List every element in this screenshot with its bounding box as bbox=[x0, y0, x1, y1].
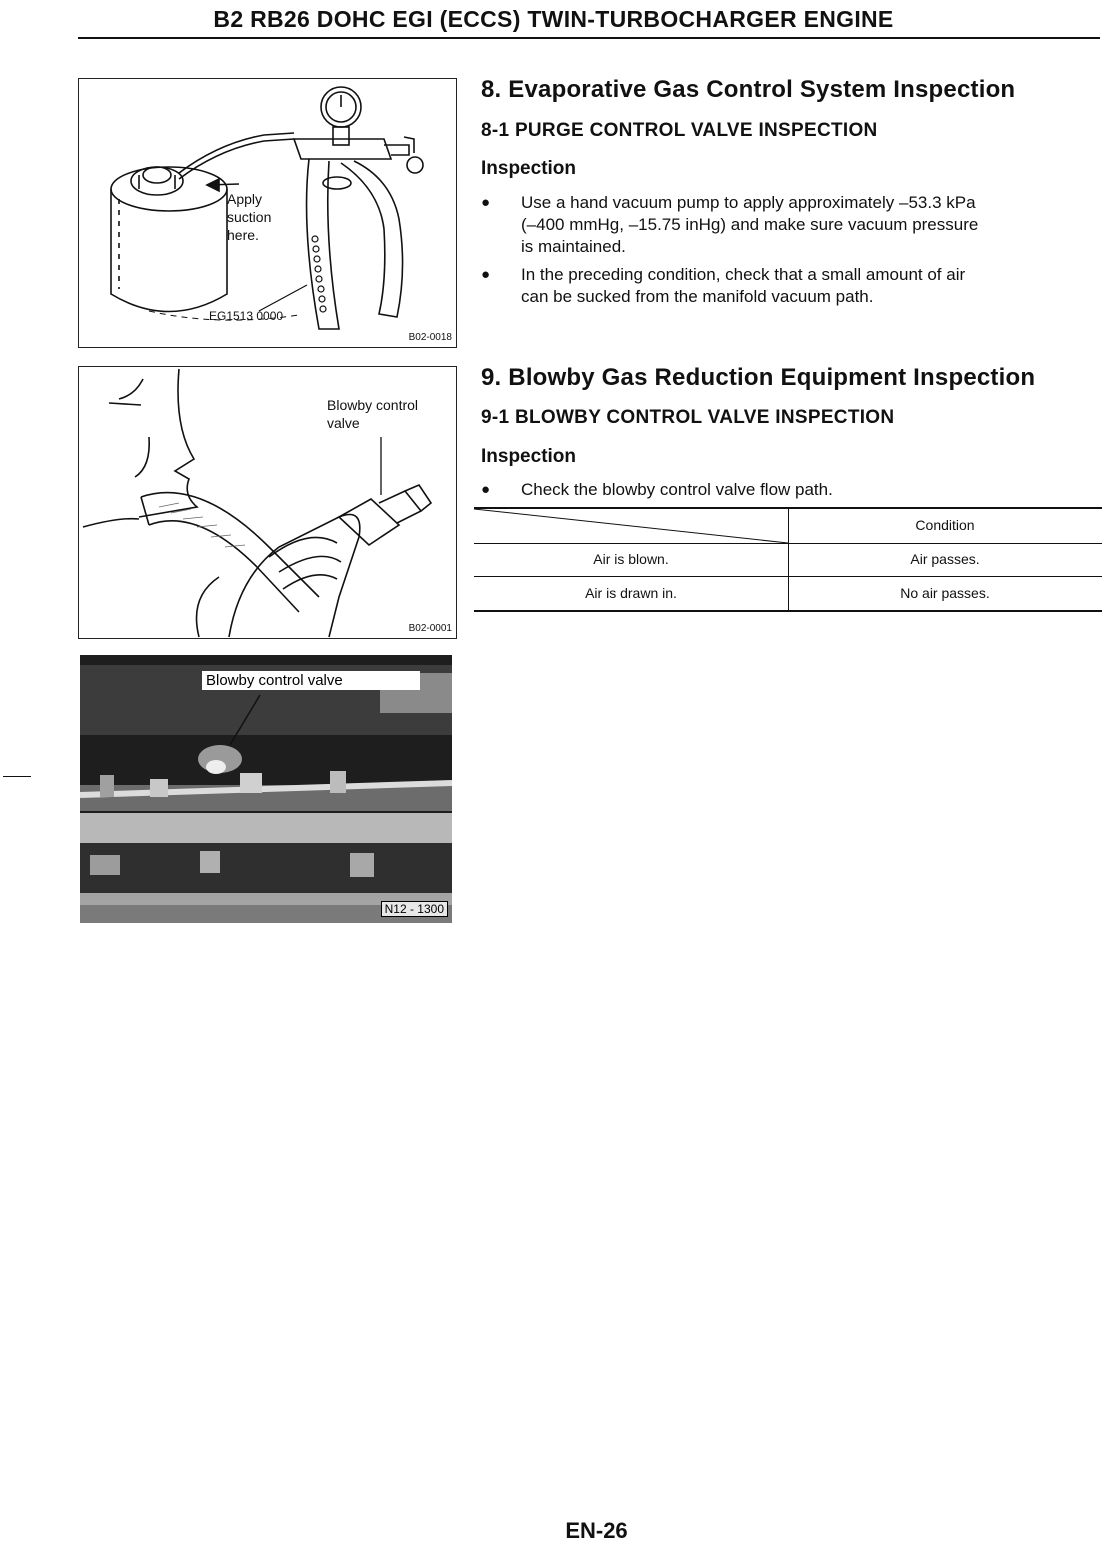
section-9-1-subtitle: 9-1 BLOWBY CONTROL VALVE INSPECTION bbox=[481, 407, 895, 428]
section-8-inspection-heading: Inspection bbox=[481, 158, 577, 179]
figure-code: B02-0001 bbox=[408, 623, 452, 634]
section-8-title: 8. Evaporative Gas Control System Inspection bbox=[481, 76, 1016, 103]
apply-suction-label-line3: here. bbox=[227, 227, 259, 243]
table-bottom-rule bbox=[474, 610, 1102, 612]
table-row-1-action: Air is blown. bbox=[593, 551, 669, 567]
table-row-2-action: Air is drawn in. bbox=[585, 585, 677, 601]
section-8-bullet-2 bbox=[481, 264, 1107, 308]
figure-vacuum-pump bbox=[78, 78, 457, 348]
page-number: EN-26 bbox=[565, 1518, 628, 1543]
table-row-rule bbox=[474, 576, 1102, 577]
photo-engine-blowby-valve bbox=[80, 655, 452, 923]
apply-suction-label-line2: suction bbox=[227, 209, 272, 225]
section-8-1-subtitle: 8-1 PURGE CONTROL VALVE INSPECTION bbox=[481, 120, 878, 141]
figure-code: B02-0018 bbox=[408, 332, 452, 343]
bullet-1-line-1: Use a hand vacuum pump to apply approximately –53.3 kPa bbox=[521, 193, 976, 212]
section-9-inspection-heading: Inspection bbox=[481, 446, 577, 467]
margin-mark bbox=[3, 776, 31, 777]
photo-callout-label: Blowby control valve bbox=[202, 671, 420, 690]
apply-suction-label-line1: Apply bbox=[227, 191, 263, 207]
section-9-bullet-1 bbox=[481, 479, 1107, 501]
bullet-dot-icon: ● bbox=[481, 266, 491, 283]
bullet-2-line-2: can be sucked from the manifold vacuum path. bbox=[521, 287, 874, 306]
bullet-1-line-3: is maintained. bbox=[521, 237, 626, 256]
section-9-bullet-text: Check the blowby control valve flow path. bbox=[521, 480, 833, 499]
section-9-title: 9. Blowby Gas Reduction Equipment Inspection bbox=[481, 364, 1036, 391]
photo-code: N12 - 1300 bbox=[381, 901, 448, 917]
bullet-dot-icon: ● bbox=[481, 194, 491, 211]
figure-blowby-valve-test bbox=[78, 366, 457, 639]
table-row-2-condition: No air passes. bbox=[900, 585, 990, 601]
table-row-1-condition: Air passes. bbox=[910, 551, 980, 567]
engine-photo-illustration bbox=[80, 655, 452, 923]
table-header-rule bbox=[474, 543, 1102, 544]
bullet-dot-icon: ● bbox=[481, 481, 491, 498]
bullet-2-line-1: In the preceding condition, check that a small amount of air bbox=[521, 265, 966, 284]
tool-part-number: EG1513 0000 bbox=[209, 309, 284, 323]
blowby-valve-label-line2: valve bbox=[327, 415, 360, 431]
section-8-bullet-1 bbox=[481, 192, 1107, 258]
header-rule bbox=[78, 37, 1100, 39]
table-header-diagonal bbox=[474, 507, 788, 543]
blowby-valve-label-line1: Blowby control bbox=[327, 397, 419, 413]
page-header-title: B2 RB26 DOHC EGI (ECCS) TWIN-TURBOCHARGER ENGINE bbox=[213, 6, 894, 32]
table-header-condition: Condition bbox=[915, 517, 975, 533]
bullet-1-line-2: (–400 mmHg, –15.75 inHg) and make sure vacuum pressure bbox=[521, 215, 979, 234]
